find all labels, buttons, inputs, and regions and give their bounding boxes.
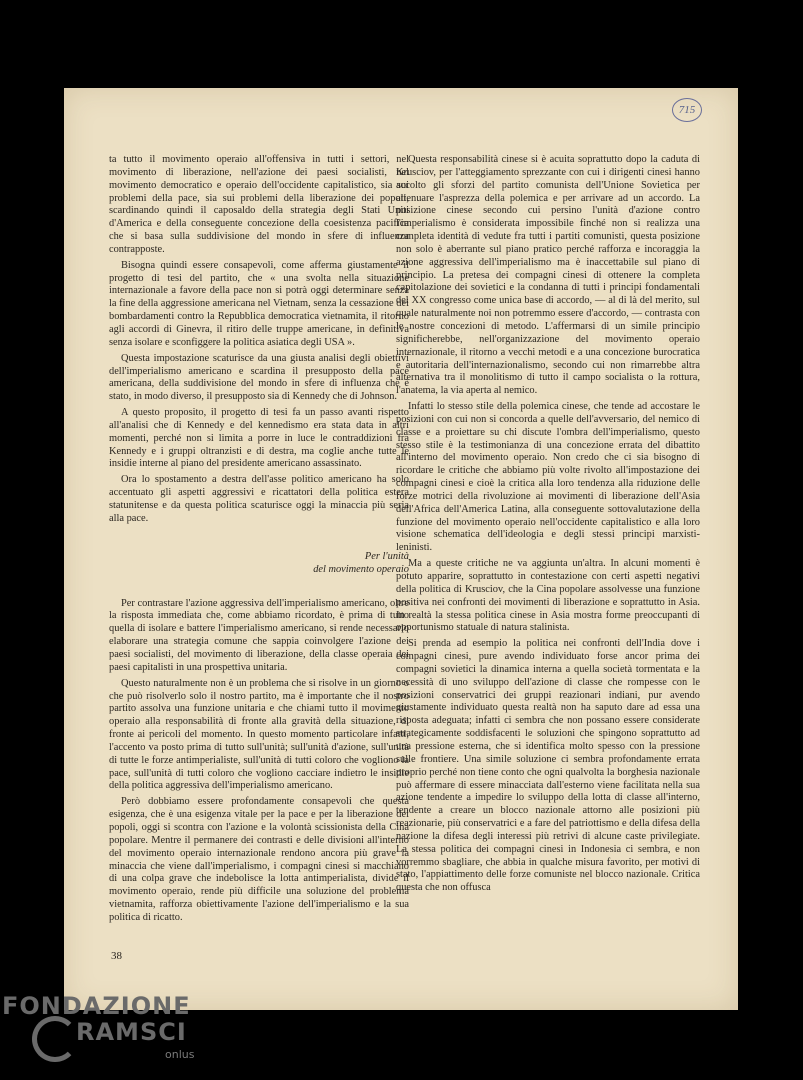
section-heading-line2: del movimento operaio (313, 563, 409, 575)
paragraph: Ora lo spostamento a destra dell'asse politico americano ha solo accentuato gli aspetti aggressivi e ricattatori della politica estera statunitense e da questa politica scaturisce oggi la minaccia più seria alla pace. (109, 474, 409, 524)
paragraph: Bisogna quindi essere consapevoli, come afferma giustamente il progetto di tesi del partito, che « una svolta nella situazione internazionale a favore della pace non si potrà oggi determinare senza la fine della aggressione americana nel Vietnam, senza la cessazione dei bombardamenti contro la Repubblica democratica vietnamita, il ritorno agli accordi di Ginevra, il ritiro delle truppe americane, in definitiva senza isolare e sconfiggere la politica asiatica degli USA ». (109, 259, 409, 348)
logo-line2: RAMSCI (76, 1018, 187, 1046)
paragraph: Questo naturalmente non è un problema che si risolve in un giorno o che può risolverlo solo il nostro partito, ma è importante che il nostro partito assolva una funzione unitaria e che chiami tutto il movimento operaio alla responsabilità di fronte alla gravità della situazione, di fronte ai pericoli del momento. In questo momento particolare infatti, l'accento va posto prima di tutto sull'unità; sull'unità d'azione, sull'unità di tutte le forze antimperialiste, sull'unità di tutti coloro che vogliono la pace, sull'unità di tutti coloro che vogliono cacciare indietro le insidie della politica aggressiva dell'imperialismo americano. (109, 677, 409, 792)
logo-g-icon (32, 1016, 78, 1062)
right-column (396, 154, 700, 898)
section-heading (109, 550, 409, 576)
logo-line3: onlus (165, 1048, 195, 1061)
left-column (109, 154, 409, 928)
section-heading-line1: Per l'unità (364, 550, 409, 562)
fondazione-gramsci-logo (2, 992, 242, 1072)
paragraph: Ma a queste critiche ne va aggiunta un'altra. In alcuni momenti è potuto apparire, soprattutto in contestazione con certi aspetti negativi della politica di Krusciov, che la Cina popolare assolvesse una funzione positiva nei confronti dei movimenti di liberazione e soprattutto in Asia. In realtà la stessa politica cinese in Asia mostra forme preoccupanti di opportunismo statuale di natura stalinista. (396, 558, 700, 634)
archive-number-stamp: 715 (672, 98, 702, 122)
paragraph: Si prenda ad esempio la politica nei confronti dell'India dove i compagni cinesi, pure avendo individuato forse ancor prima dei compagni sovietici la dinamica interna a quella società tormentata e la necessità di uno sviluppo dell'azione di classe che rompesse con le posizioni conservatrici dei gruppi reazionari indiani, pur avendo giustamente individuato questa realtà non ha saputo dare ad essa una risposta adeguata; infatti ci sembra che non possano essere considerate strategicamente soddisfacenti le soluzioni che spingono soprattutto ad una pressione esterna, che si identifica molto spesso con la pressione sulle frontiere. Una simile soluzione ci sembra profondamente errata proprio perché non tiene conto che ogni qualvolta la borghesia nazionale può affermare di essere minacciata dall'esterno viene facilitata nella sua azione tendente a impedire lo sviluppo della lotta di classe all'interno, tendente a creare un blocco nazionale attorno alle posizioni più reazionarie, più conservatrici e a fare del patriottismo e della difesa della nazione la difesa degli interessi più retrivi di alcune caste privilegiate. La stessa politica dei compagni cinesi in Indonesia ci sembra, e non vorremmo sbagliare, che abbia in qualche misura favorito, per motivi di stato, l'appiattimento delle forze comuniste nel blocco nazionale. Critica questa che non offusca (396, 638, 700, 894)
page-number: 38 (111, 950, 122, 962)
paragraph: Per contrastare l'azione aggressiva dell'imperialismo americano, oltre la risposta immediata che, come abbiamo ricordato, è prima di tutto quella di isolare e battere l'imperialismo americano, si rende necessario elaborare una strategia comune che sappia coinvolgere l'azione dei paesi socialisti, del movimento di liberazione, della classe operaia dei paesi capitalisti in una prospettiva unitaria. (109, 597, 409, 673)
document-page (64, 88, 738, 1010)
paragraph: Questa impostazione scaturisce da una giusta analisi degli obiettivi dell'imperialismo americano e scardina il presupposto della pace americana, della suddivisione del mondo in sfere di influenza che è stato, in modo diverso, il presupposto sia di Kennedy che di Johnson. (109, 352, 409, 403)
paragraph: Infatti lo stesso stile della polemica cinese, che tende ad accostare le posizioni con cui non si concorda a quelle dell'avversario, del nemico di classe e a proiettare su chi discute l'ombra dell'imperialismo, questo stesso stile è la testimonianza di una concezione errata del dibattito all'interno del movimento operaio. Non credo che ci sia bisogno di ricordare le critiche che abbiamo più volte rivolto all'impostazione dei compagni cinesi e cioè la critica alla loro tendenza alla riduzione delle forze motrici della rivoluzione ai movimenti di liberazione dell'Asia dell'Africa dell'America Latina, alla conseguente sottovalutazione della funzione del movimento operaio nell'occidente capitalistico e alla loro visione schematica dell'ideologia e degli stessi principi marxisti-leninisti. (396, 401, 700, 554)
paragraph: ta tutto il movimento operaio all'offensiva in tutti i settori, nel movimento di liberazione, nell'azione dei paesi socialisti, nel movimento democratico e operaio dell'occidente capitalistico, sia sui problemi della pace, sia sui problemi della liberazione dei popoli, scardinando quindi il caposaldo della strategia degli Stati Uniti d'America e della conseguente concezione della coesistenza pacifica che si basa sulla suddivisione del mondo in sfere di influenza contrapposte. (109, 154, 409, 255)
logo-line1: FONDAZIONE (2, 992, 191, 1020)
paragraph: A questo proposito, il progetto di tesi fa un passo avanti rispetto all'analisi che di Kennedy e del kennedismo era stata data in altri momenti, perché non si limita a porre in luce le contraddizioni fra Kennedy e i gruppi oltranzisti e di destra, ma coglie anche tutte le insidie interne al piano del presidente americano assassinato. (109, 407, 409, 470)
paragraph: Però dobbiamo essere profondamente consapevoli che questa esigenza, che è una esigenza vitale per la pace e per la liberazione dei popoli, oggi si scontra con l'azione e la volontà scissionista della Cina popolare. Mentre il permanere dei contrasti e delle divisioni all'interno del movimento operaio internazionale rendono ancora più grave la minaccia che viene dall'imperialismo, i compagni cinesi si macchiano di una colpa grave che indebolisce la lotta antimperialista, divide il movimento operaio, rende più difficile una soluzione del problema vietnamita, rafforza obiettivamente l'azione dell'imperialismo e la sua politica di ricatto. (109, 796, 409, 923)
paragraph: Questa responsabilità cinese si è acuita soprattutto dopo la caduta di Krusciov, per l'atteggiamento sprezzante con cui i dirigenti cinesi hanno accolto gli sforzi del partito comunista dell'Unione Sovietica per attenuare l'asprezza della polemica e per arrivare ad un accordo. La posizione cinese secondo cui persino l'unità d'azione contro l'imperialismo è considerata impossibile finché non si realizza una completa identità di vedute fra tutti i partiti comunisti, questa posizione non solo è aberrante sul piano pratico perché rafforza e incoraggia la azione aggressiva dell'imperialismo ma è inaccettabile sul piano di principio. La pretesa dei compagni cinesi di ottenere la completa capitolazione dei sovietici e la condanna di tutti i principi fondamentali del XX congresso come unica base di accordo, — al di là del merito, sul quale naturalmente noi non potremmo essere d'accordo, — contrasta con le nostre concezioni di metodo. L'affermarsi di un simile principio significherebbe, nell'organizzazione del movimento operaio internazionale, il ritorno a vecchi metodi e a una concezione burocratica e autoritaria dell'internazionalismo, secondo cui non rimarrebbe altra alternativa tra il monolitismo di tutto il campo socialista o la rottura, l'anatema, la via aperta al nemico. (396, 154, 700, 397)
